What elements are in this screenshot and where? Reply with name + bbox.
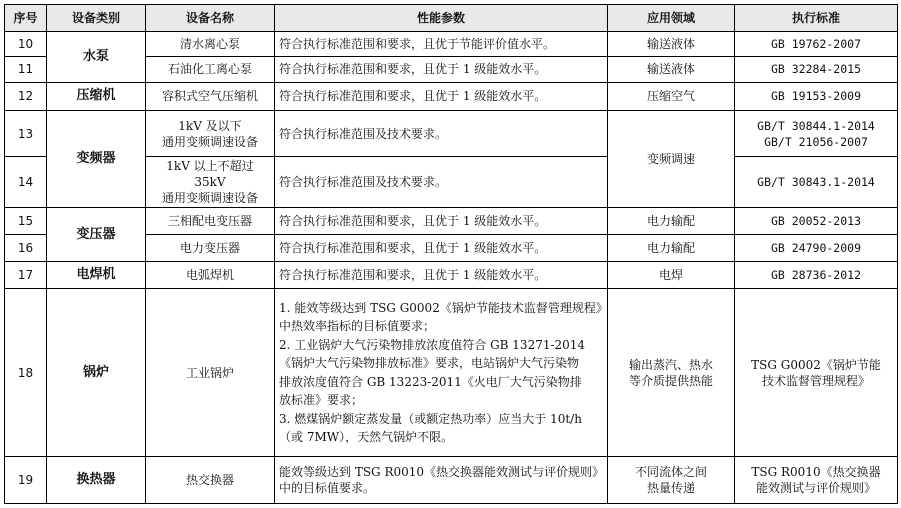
equipment-spec-table	[4, 4, 898, 504]
header-performance: 性能参数	[275, 5, 608, 32]
application-line: 等介质提供热能	[628, 373, 713, 388]
performance-line: 2. 工业锅炉大气污染物排放浓度值符合 GB 13271-2014	[279, 337, 586, 352]
row-no: 15	[5, 208, 47, 235]
category-inverter: 变频器	[47, 110, 146, 208]
standard-text: GB 24790-2009	[735, 235, 898, 262]
performance-text: 符合执行标准范围和要求，且优于 1 级能效水平。	[275, 235, 608, 262]
row-no: 11	[5, 56, 47, 82]
standard-line: 技术监督管理规程》	[761, 373, 870, 388]
application-text	[608, 289, 735, 457]
application-text: 电力输配	[608, 235, 735, 262]
table-row	[5, 110, 898, 157]
device-name-line: 1kV 以上不超过 35kV	[166, 159, 254, 190]
row-no: 14	[5, 157, 47, 208]
device-name: 石油化工离心泵	[146, 56, 275, 82]
performance-text: 符合执行标准范围及技术要求。	[275, 110, 608, 157]
performance-line: 排放浓度值符合 GB 13223-2011《火电厂大气污染物排	[279, 374, 582, 389]
row-no: 10	[5, 32, 47, 57]
row-no: 17	[5, 262, 47, 289]
header-application: 应用领域	[608, 5, 735, 32]
standard-line: GB/T 21056-2007	[764, 134, 868, 149]
application-text: 输送液体	[608, 32, 735, 57]
application-line: 输出蒸汽、热水	[628, 357, 713, 372]
application-line: 热量传递	[646, 481, 695, 496]
performance-line: 《锅炉大气污染物排放标准》要求，电站锅炉大气污染物	[279, 356, 580, 371]
application-text: 变频调速	[608, 110, 735, 208]
device-name: 电弧焊机	[146, 262, 275, 289]
performance-text: 符合执行标准范围和要求，且优于 1 级能效水平。	[275, 82, 608, 110]
performance-line: （或 7MW），天然气锅炉不限。	[279, 430, 454, 445]
application-text: 压缩空气	[608, 82, 735, 110]
standard-text	[735, 110, 898, 157]
table-row	[5, 32, 898, 57]
application-text: 电力输配	[608, 208, 735, 235]
device-name: 清水离心泵	[146, 32, 275, 57]
category-pump: 水泵	[47, 32, 146, 83]
standard-text: GB 19153-2009	[735, 82, 898, 110]
standard-text: GB 19762-2007	[735, 32, 898, 57]
performance-line: 中的目标值要求。	[279, 481, 376, 496]
standard-text: GB/T 30843.1-2014	[735, 157, 898, 208]
row-no: 13	[5, 110, 47, 157]
performance-text: 符合执行标准范围和要求，且优于节能评价值水平。	[275, 32, 608, 57]
application-text	[608, 457, 735, 504]
header-row	[5, 5, 898, 32]
standard-line: TSG G0002《锅炉节能	[751, 357, 881, 372]
device-name-line: 通用变频调速设备	[161, 191, 258, 206]
device-name: 容积式空气压缩机	[146, 82, 275, 110]
performance-line: 放标准》要求；	[279, 393, 364, 408]
table-row	[5, 82, 898, 110]
category-welder: 电焊机	[47, 262, 146, 289]
application-text: 输送液体	[608, 56, 735, 82]
device-name	[146, 157, 275, 208]
standard-line: 能效测试与评价规则》	[755, 481, 876, 496]
performance-line: 3. 燃煤锅炉额定蒸发量（或额定热功率）应当大于 10t/h	[279, 411, 582, 426]
performance-line: 1. 能效等级达到 TSG G0002《锅炉节能技术监督管理规程》	[279, 300, 608, 315]
row-no: 19	[5, 457, 47, 504]
standard-line: TSG R0010《热交换器	[751, 465, 881, 480]
standard-text: GB 32284-2015	[735, 56, 898, 82]
performance-text	[275, 457, 608, 504]
standard-text: GB 28736-2012	[735, 262, 898, 289]
performance-line: 中热效率指标的目标值要求；	[279, 319, 436, 334]
application-line: 不同流体之间	[634, 465, 707, 480]
device-name: 电力变压器	[146, 235, 275, 262]
header-no: 序号	[5, 5, 47, 32]
row-no: 16	[5, 235, 47, 262]
standard-text: GB 20052-2013	[735, 208, 898, 235]
table-row	[5, 262, 898, 289]
table-row	[5, 289, 898, 457]
category-exchanger: 换热器	[47, 457, 146, 504]
category-transformer: 变压器	[47, 208, 146, 262]
performance-text: 符合执行标准范围和要求，且优于 1 级能效水平。	[275, 208, 608, 235]
performance-text: 符合执行标准范围和要求，且优于 1 级能效水平。	[275, 56, 608, 82]
header-category: 设备类别	[47, 5, 146, 32]
device-name-line: 1kV 及以下	[178, 118, 242, 133]
device-name: 工业锅炉	[146, 289, 275, 457]
performance-text: 符合执行标准范围及技术要求。	[275, 157, 608, 208]
row-no: 18	[5, 289, 47, 457]
header-standard: 执行标准	[735, 5, 898, 32]
category-compressor: 压缩机	[47, 82, 146, 110]
standard-text	[735, 289, 898, 457]
performance-line: 能效等级达到 TSG R0010《热交换器能效测试与评价规则》	[279, 465, 605, 480]
standard-text	[735, 457, 898, 504]
row-no: 12	[5, 82, 47, 110]
device-name: 热交换器	[146, 457, 275, 504]
application-text: 电焊	[608, 262, 735, 289]
performance-text	[275, 289, 608, 457]
device-name-line: 通用变频调速设备	[161, 134, 258, 149]
standard-line: GB/T 30844.1-2014	[757, 118, 875, 133]
category-boiler: 锅炉	[47, 289, 146, 457]
device-name	[146, 110, 275, 157]
device-name: 三相配电变压器	[146, 208, 275, 235]
header-name: 设备名称	[146, 5, 275, 32]
table-row	[5, 457, 898, 504]
table-row	[5, 208, 898, 235]
performance-text: 符合执行标准范围和要求，且优于 1 级能效水平。	[275, 262, 608, 289]
